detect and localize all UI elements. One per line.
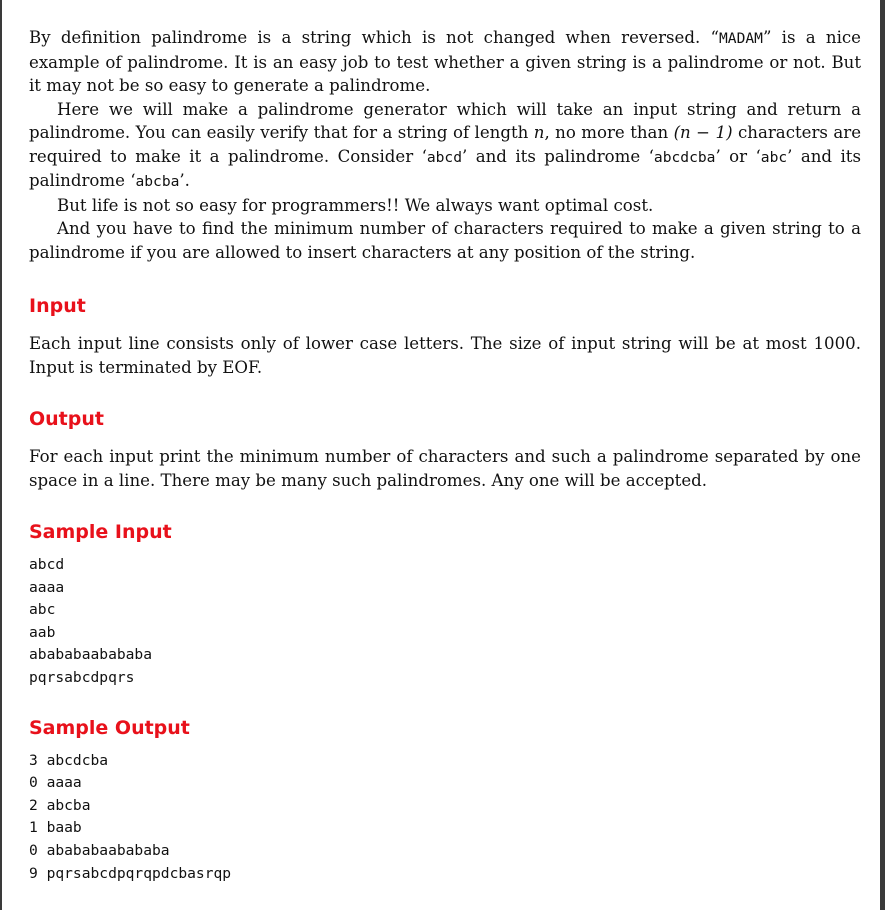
sample-output-line: 1 baab bbox=[29, 819, 82, 837]
sample-output-heading: Sample Output bbox=[29, 716, 190, 739]
statement-paragraph-3: But life is not so easy for programmers!! We always want optimal cost. bbox=[57, 195, 654, 215]
page-border-left bbox=[0, 0, 2, 910]
sample-input-line: aab bbox=[29, 623, 56, 641]
sample-input-line: abcd bbox=[29, 556, 65, 573]
sample-input-block bbox=[29, 554, 861, 690]
sample-output-line: 2 abcba bbox=[29, 796, 91, 814]
sample-output-block bbox=[29, 750, 861, 886]
statement-paragraph-4: And you have to find the minimum number of characters required to make a given string to a palindrome if you are allowed to insert characters at any position of the string. bbox=[29, 219, 861, 262]
math-n: n bbox=[533, 123, 545, 142]
sample-input-line: pqrsabcdpqrs bbox=[29, 668, 135, 686]
output-description: For each input print the minimum number of characters and such a palindrome separated by one space in a line. There may be many such palindromes. Any one will be accepted. bbox=[29, 447, 861, 490]
example-abcd: abcd bbox=[426, 148, 463, 166]
statement-paragraph-1: By definition palindrome is a string which is not changed when reversed. “MADAM” is a nice example of palindrome. It is an easy job to test whether a given string is a palindrome or not. But it may not be so easy to generate a palindrome. bbox=[29, 28, 861, 95]
statement-paragraph-2: Here we will make a palindrome generator which will take an input string and return a palindrome. You can easily verify that for a string of length n, no more than (n − 1) characters are required to make it a palindrome. Consider ‘abcd’ and its palindrome ‘abcdcba’ or ‘abc’ and its palindrome ‘abcba’. bbox=[29, 99, 862, 190]
problem-page bbox=[29, 26, 861, 885]
example-abcba: abcba bbox=[135, 173, 180, 190]
sample-input-line: aaaa bbox=[29, 578, 65, 596]
sample-output-line: 3 abcdcba bbox=[29, 751, 109, 769]
sample-output-line: 0 aaaa bbox=[29, 774, 82, 792]
sample-output-line: 0 abababaabababa bbox=[29, 841, 170, 859]
sample-input-line: abababaabababa bbox=[29, 646, 153, 664]
sample-output-line: 9 pqrsabcdpqrqpdcbasrqp bbox=[29, 864, 232, 882]
example-abc: abc bbox=[760, 148, 788, 166]
input-heading: Input bbox=[29, 295, 86, 317]
input-description: Each input line consists only of lower case letters. The size of input string will be at most 1000. Input is terminated by EOF. bbox=[29, 334, 861, 377]
example-abcdcba: abcdcba bbox=[653, 148, 716, 166]
math-expression: (n − 1) bbox=[673, 123, 733, 142]
sample-input-line: abc bbox=[29, 601, 56, 619]
output-heading: Output bbox=[29, 408, 104, 430]
sample-input-heading: Sample Input bbox=[29, 521, 172, 543]
madam-word: MADAM bbox=[719, 30, 763, 47]
page-border-right bbox=[880, 0, 885, 910]
